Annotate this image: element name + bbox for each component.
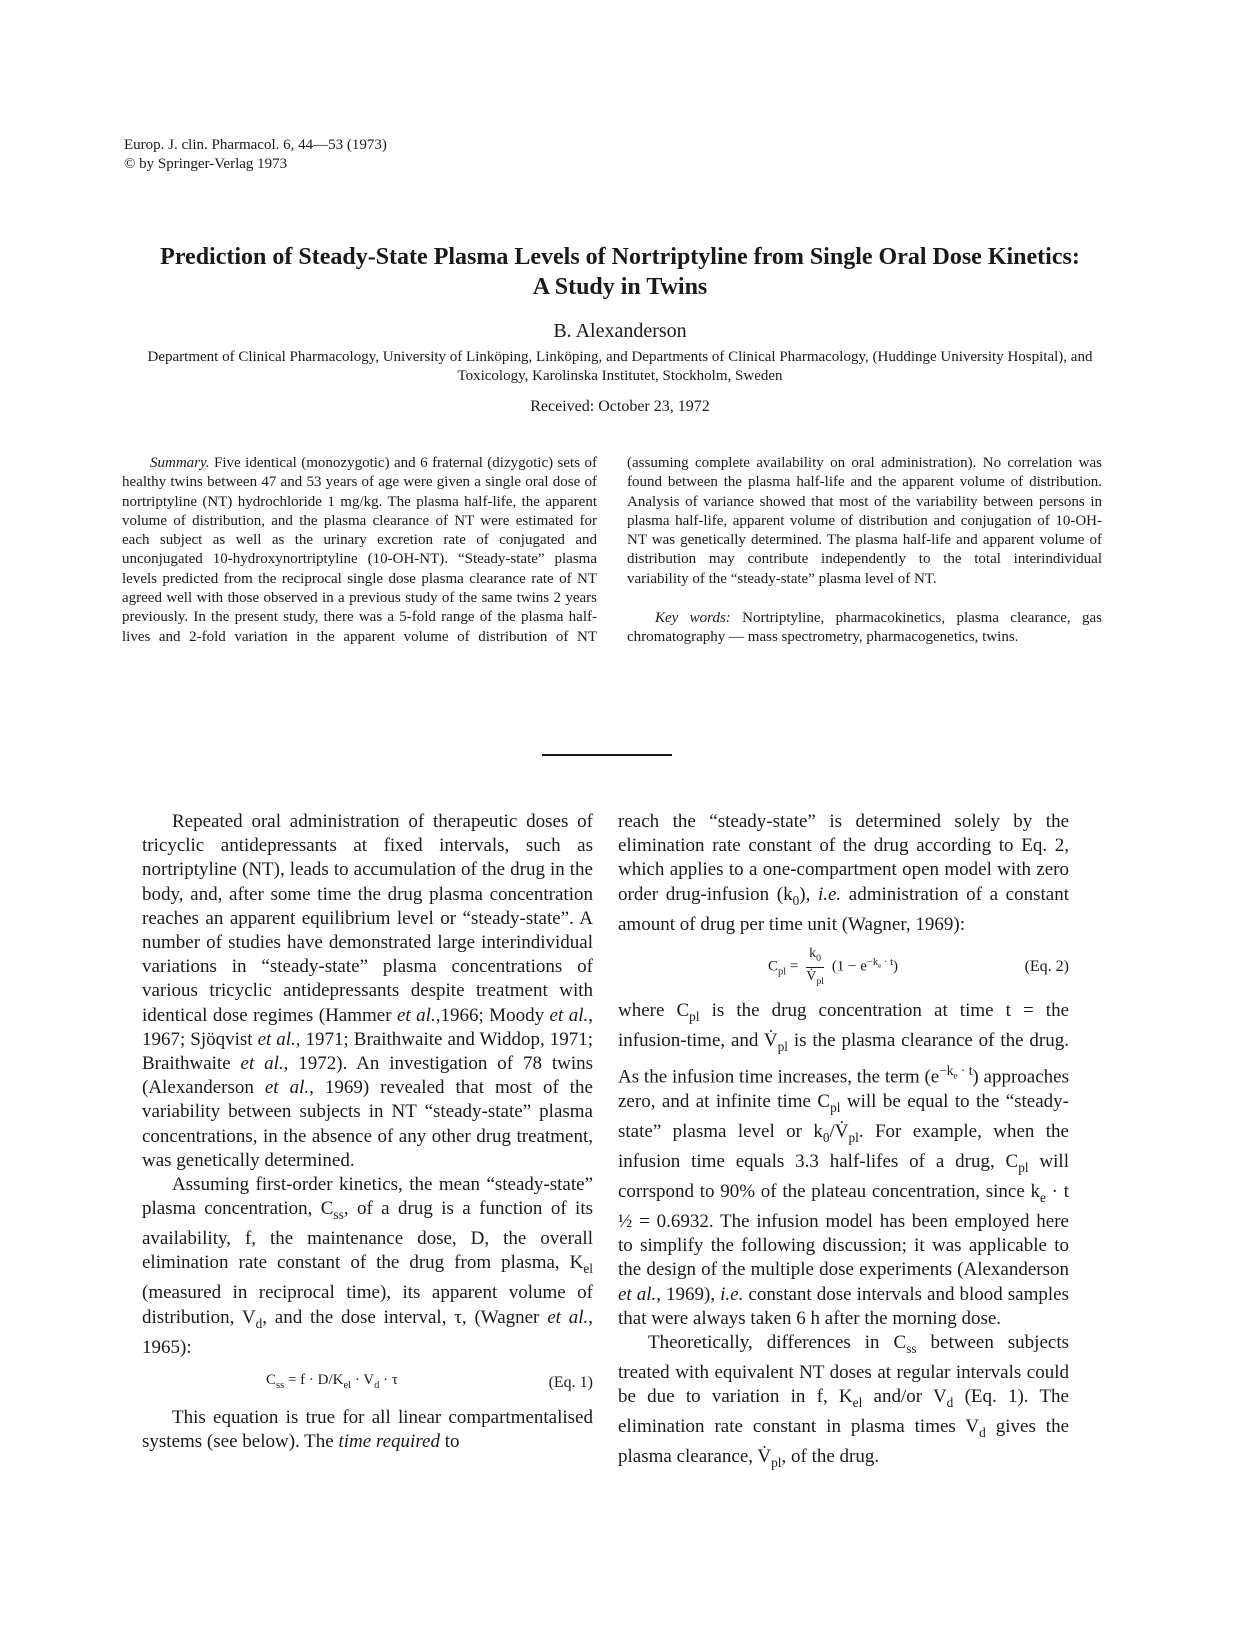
section-divider xyxy=(542,754,672,756)
journal-citation xyxy=(124,136,387,174)
abstract xyxy=(122,454,1102,648)
author-affiliation: Department of Clinical Pharmacology, University of Linköping, Linköping, and Departments of Clinical Pharmacology, (Huddinge University Hospital), and Toxicology, Karolinska Institutet, Stockholm, Sweden xyxy=(147,349,1093,384)
equation-2-expression: $C_{pl}$ = $\frac{k_0}{V̇_{pl}}$ $(1 - e^{-k_e \cdot t})$ xyxy=(768,945,898,990)
body-column-left xyxy=(142,810,593,1454)
equation-2-fraction: $\frac{k_0}{V̇_{pl}}$ xyxy=(806,945,824,987)
copyright-line: © by Springer-Verlag 1973 xyxy=(124,156,288,172)
author-name: B. Alexanderson xyxy=(553,320,687,342)
paper-title xyxy=(100,242,1140,302)
summary-text: Five identical (monozygotic) and 6 fraternal (dizygotic) sets of healthy twins between 47 and 53 years of age were given a single oral dose of nortriptyline (NT) hydrochloride 1 mg/kg. The plasma half-life, the apparent volume of distribution, and the plasma clearance of NT were estimated for each subject as well as the urinary excretion rate of conjugated and unconjugated 10-hydroxynortriptyline (10-OH-NT). “Steady-state” plasma levels predicted from the reciprocal single dose plasma clearance rate of NT agreed well with those observed in a previous study of the same twins 2 years previously. In the present study, there was a 5-fold range of the plasma half-lives and 2-fold variation in the apparent volume of distribution of NT (assuming complete availability on oral administration). No correlation was found between the plasma half-life and the apparent volume of distribution. Analysis of variance showed that most of the variability between persons in plasma half-life, apparent volume of distribution and conjugation of 10-OH-NT was genetically determined. The plasma half-life and apparent volume of distribution may contribute independently to the total interindividual variability of the “steady-state” plasma level of NT. xyxy=(122,455,1102,645)
body-paragraph-3: This equation is true for all linear compartmentalised systems (see below). The time required to xyxy=(142,1407,593,1453)
keywords-label: Key words: xyxy=(655,610,731,627)
title-line-1: Prediction of Steady-State Plasma Levels of Nortriptyline from Single Oral Dose Kinetics: xyxy=(160,244,1080,270)
equation-1-expression: $C_{ss} = f \cdot D/K_{el} \cdot V_d \cdot \tau$ xyxy=(266,1371,398,1391)
abstract-keywords xyxy=(627,609,1102,648)
summary-label: Summary. xyxy=(150,455,210,471)
received-date: Received: October 23, 1972 xyxy=(530,398,710,415)
equation-2-tag: (Eq. 2) xyxy=(1024,958,1069,975)
equation-2 xyxy=(618,945,1069,990)
equation-1 xyxy=(142,1368,593,1398)
keywords-text: Nortriptyline, pharmacokinetics, plasma clearance, gas chromatography — mass spectrometry, pharmacogenetics, twins. xyxy=(627,610,1103,646)
body-column-right xyxy=(618,810,1069,1475)
body-paragraph-1: Repeated oral administration of therapeutic doses of tricyclic antidepressants at fixed intervals, such as nortriptyline (NT), leads to accumulation of the drug in the body, and, after some time the drug plasma concentration reaches an apparent equilibrium level or “steady-state”. A number of studies have demonstrated large interindividual variations in “steady-state” plasma concentrations of various tricyclic antidepressants despite treatment with identical dose regimes (Hammer et al.,1966; Moody et al., 1967; Sjöqvist et al., 1971; Braithwaite and Widdop, 1971; Braithwaite et al., 1972). An investigation of 78 twins (Alexanderson et al., 1969) revealed that most of the variability between subjects in NT “steady-state” plasma concentrations, in the absence of any other drug treatment, was genetically determined. xyxy=(142,811,594,1171)
title-line-2: A Study in Twins xyxy=(532,274,708,300)
journal-reference: Europ. J. clin. Pharmacol. 6, 44—53 (1973) xyxy=(124,137,387,153)
equation-1-tag: (Eq. 1) xyxy=(548,1373,593,1391)
body-paragraph-4: reach the “steady-state” is determined solely by the elimination rate constant of the drug according to Eq. 2, which applies to a one-compartment open model with zero order drug-infusion $(k_0)$, i.e. administration of a constant amount of drug per time unit (Wagner, 1969): xyxy=(618,811,1069,935)
body-paragraph-5: where $C_{pl}$ is the drug concentration at time t = the infusion-time, and $V̇_{pl}$ is the plasma clearance of the drug. As the infusion time increases, the term $(e^{-k_e \cdot t})$ approaches zero, and at infinite time $C_{pl}$ will be equal to the “steady-state” plasma level or $k_0/V̇_{pl}$. For example, when the infusion time equals 3.3 half-lifes of a drug, $C_{pl}$ will corrspond to 90% of the plateau concentration, since $k_e \cdot t$ ½ = 0.6932. The infusion model has been employed here to simplify the following discussion; it was applicable to the design of the multiple dose experiments (Alexanderson et al., 1969), i.e. constant dose intervals and blood samples that were always taken 6 h after the morning dose. xyxy=(618,1000,1070,1329)
body-paragraph-2: Assuming first-order kinetics, the mean “steady-state” plasma concentration, $C_{ss}$, of a drug is a function of its availability, f, the maintenance dose, D, the overall elimination rate constant of the drug from plasma, $K_{el}$ (measured in reciprocal time), its apparent volume of distribution, $V_d$, and the dose interval, τ, (Wagner et al., 1965): xyxy=(142,1174,594,1358)
body-paragraph-6: Theoretically, differences in $C_{ss}$ between subjects treated with equivalent NT doses at regular intervals could be due to variation in f, $K_{el}$ and/or $V_d$ (Eq. 1). The elimination rate constant in plasma times $V_d$ gives the plasma clearance, $V̇_{pl}$, of the drug. xyxy=(618,1331,1070,1470)
